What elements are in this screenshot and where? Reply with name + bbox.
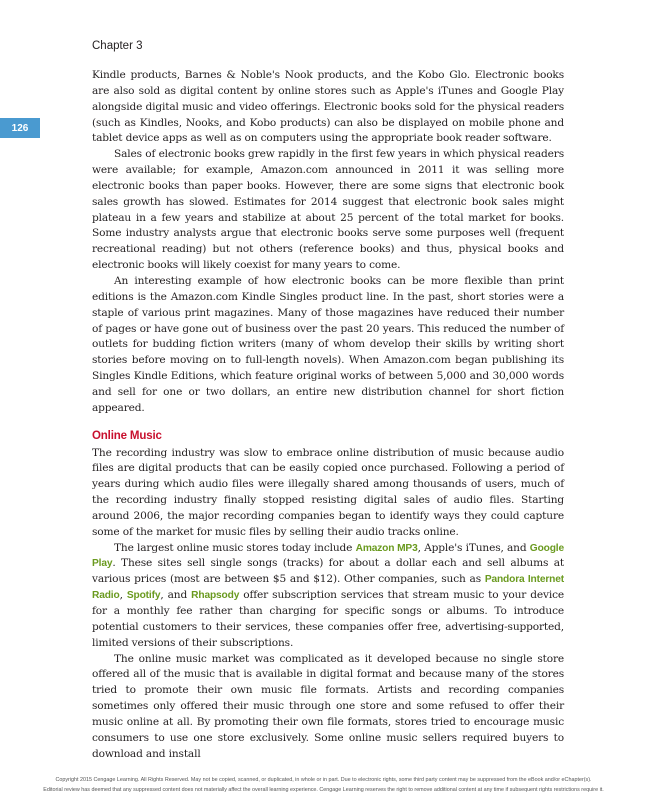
keyword-link-pandora[interactable]: Pandora Internet Radio	[92, 574, 564, 602]
keyword-link-spotify[interactable]: Spotify	[126, 590, 161, 602]
chapter-header: Chapter 3	[92, 40, 143, 52]
text-run: ,	[119, 589, 127, 602]
paragraph-music-market: The online music market was complicated as it developed because no single store offered all of the music that is available in digital format and because many of the stores tried to promote their own music file formats. Artists and recording companies sometimes only offered their music through one store and some refused to offer their music online at all. By promoting their own file formats, stores tried to encourage music consumers to use one store exclusively. Some online music sellers required buyers to download and install	[92, 652, 564, 760]
copyright-footer-line-1: Copyright 2015 Cengage Learning. All Rights Reserved. May not be copied, scanned, or duplicated, in whole or in part. Due to electronic rights, some third party content may be suppressed from the eBook and/or eChapter(s).	[55, 777, 592, 783]
text-run: The largest online music stores today include	[114, 541, 356, 554]
section-heading-online-music: Online Music	[92, 429, 162, 442]
page-body	[92, 68, 564, 762]
copyright-footer-line-2: Editorial review has deemed that any suppressed content does not materially affect the overall learning experience. Cengage Learning reserves the right to remove additional content at any time if subsequent rights restrictions require it.	[43, 787, 604, 793]
text-run: offer subscription services that stream music to your device for a monthly fee rather than charging for specific songs or albums. To introduce potential customers to their services, these companies offer free, advertising-supported, limited versions of their subscriptions.	[92, 589, 565, 649]
paragraph-recording-industry: The recording industry was slow to embrace online distribution of music because audio files are digital products that can be easily copied once purchased. Following a period of years during which audio files were illegally shared among thousands of users, much of the recording industry finally stopped resisting digital sales of audio files. Starting around 2006, the major recording companies began to identify ways they could capture some of the market for music files by selling their audio tracks online.	[92, 446, 564, 538]
paragraph-ebooks-intro: Kindle products, Barnes & Noble's Nook products, and the Kobo Glo. Electronic books are also sold as digital content by online stores such as Apple's iTunes and Google Play alongside digital music and video offerings. Electronic books sold for the physical readers (such as Kindles, Nooks, and Kobo products) can also be displayed on mobile phone and tablet device apps as well as on computers using the appropriate book reader software.	[92, 69, 564, 145]
paragraph-kindle-singles: An interesting example of how electronic books can be more flexible than print editions is the Amazon.com Kindle Singles product line. In the past, short stories were a staple of various print magazines. Many of those magazines have reduced their number of pages or have gone out of business over the past 20 years. This reduced the number of outlets for budding fiction writers (many of whom develop their skills by writing short stories before moving on to full-length novels). When Amazon.com began publishing its Singles Kindle Editions, which feature original works of between 5,000 and 30,000 words and sell for one or two dollars, an entire new distribution channel for short fiction appeared.	[92, 274, 564, 414]
keyword-link-google-play[interactable]: Google Play	[92, 542, 564, 570]
keyword-link-rhapsody[interactable]: Rhapsody	[191, 590, 240, 602]
paragraph-music-stores	[92, 541, 564, 652]
text-run: , Apple's iTunes, and	[417, 541, 530, 554]
text-run: , and	[160, 589, 192, 602]
paragraph-ebook-sales: Sales of electronic books grew rapidly in the first few years in which physical readers were available; for example, Amazon.com announced in 2011 it was selling more electronic books than paper books. However, there are some signs that electronic book sales growth has slowed. Estimates for 2014 suggest that electronic book sales might plateau in a few years and stabilize at about 25 percent of the total market for books. Some industry analysts argue that electronic books serve some purposes well (frequent recreational reading) but not others (reference books) and thus, physical books and electronic books will likely coexist for many years to come.	[92, 148, 564, 272]
keyword-link-amazon-mp3[interactable]: Amazon MP3	[355, 542, 418, 554]
page-number-tab: 126	[0, 118, 40, 138]
text-run: . These sites sell single songs (tracks) for about a dollar each and sell albums at various prices (most are between $5 and $12). Other companies, such as	[92, 557, 564, 586]
